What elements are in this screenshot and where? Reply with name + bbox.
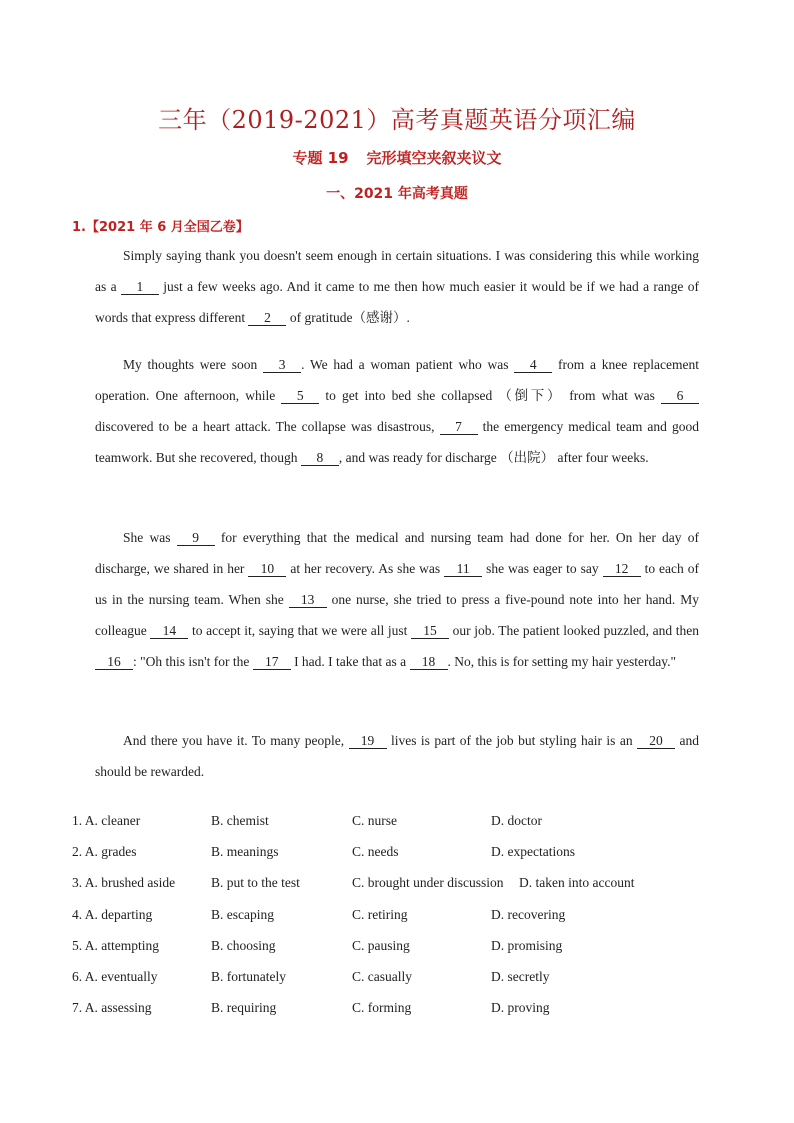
passage-paragraph-3: She was 9 for everything that the medical and nursing team had done for her. On her day of discharge, we shared in her 10 at her recovery. As she was 11 she was eager to say 12 to each of us in the nursing team. When she 13 one nurse, she tried to press a five-pound note into her hand. My colleague 14 to accept it, saying that we were all just 15 our job. The patient looked puzzled, and then 16 : "Oh this isn't for the 17 I had. I take that as a 18 . No, this is for setting my hair yesterday." bbox=[95, 530, 700, 669]
blank-14: 14 bbox=[150, 623, 188, 639]
option-b: B. meanings bbox=[211, 844, 279, 860]
option-d: D. taken into account bbox=[519, 875, 635, 891]
blank-8: 8 bbox=[301, 450, 339, 466]
option-a: 4. A. departing bbox=[72, 906, 153, 922]
option-b: B. choosing bbox=[211, 937, 276, 953]
option-c: C. casually bbox=[352, 968, 412, 984]
option-a: 7. A. assessing bbox=[72, 1000, 152, 1016]
topic-heading bbox=[0, 147, 794, 168]
option-row bbox=[72, 930, 712, 961]
blank-6: 6 bbox=[661, 388, 699, 404]
option-row bbox=[72, 867, 712, 898]
option-row bbox=[72, 961, 712, 992]
option-c: C. forming bbox=[352, 1000, 412, 1016]
option-a: 2. A. grades bbox=[72, 844, 137, 860]
option-d: D. secretly bbox=[491, 968, 550, 984]
option-b: B. escaping bbox=[211, 906, 274, 922]
option-d: D. expectations bbox=[491, 844, 575, 860]
passage-paragraph-1: Simply saying thank you doesn't seem enough in certain situations. I was considering this while working as a 1 just a few weeks ago. And it came to me then how much easier it would be if we had a range of words that express different 2 of gratitude（感谢）. bbox=[95, 248, 699, 325]
option-d: D. proving bbox=[491, 1000, 550, 1016]
blank-3: 3 bbox=[263, 357, 301, 373]
blank-4: 4 bbox=[514, 357, 552, 373]
section-heading: 一、2021 年高考真题 bbox=[326, 186, 468, 202]
option-a: 1. A. cleaner bbox=[72, 813, 141, 828]
passage-paragraph-4: And there you have it. To many people, 19 lives is part of the job but styling hair is an 20 and should be rewarded. bbox=[95, 733, 699, 779]
blank-10: 10 bbox=[248, 561, 286, 577]
answer-options bbox=[72, 805, 712, 1023]
option-d: D. doctor bbox=[491, 813, 542, 828]
topic-name: 完形填空夹叙夹议文 bbox=[366, 149, 502, 167]
passage-paragraph-2: My thoughts were soon 3 . We had a woman patient who was 4 from a knee replacement operation. One afternoon, while 5 to get into bed she collapsed （倒下） from what was 6 discovered to be a heart attack. The collapse was disastrous, 7 the emergency medical team and good teamwork. But she recovered, though 8 , and was ready for discharge （出院） after four weeks. bbox=[95, 357, 700, 465]
blank-5: 5 bbox=[281, 388, 319, 404]
option-row bbox=[72, 836, 712, 867]
option-a: 6. A. eventually bbox=[72, 968, 158, 984]
option-b: B. requiring bbox=[211, 1000, 277, 1016]
option-b: B. put to the test bbox=[211, 875, 300, 891]
blank-2: 2 bbox=[248, 310, 286, 326]
blank-9: 9 bbox=[177, 530, 215, 546]
option-c: C. pausing bbox=[352, 937, 410, 953]
option-a: 5. A. attempting bbox=[72, 937, 159, 953]
topic-number: 专题 19 bbox=[292, 149, 349, 167]
blank-13: 13 bbox=[289, 592, 327, 608]
blank-19: 19 bbox=[349, 733, 387, 749]
blank-20: 20 bbox=[637, 733, 675, 749]
blank-18: 18 bbox=[410, 654, 448, 670]
option-a: 3. A. brushed aside bbox=[72, 875, 176, 891]
blank-7: 7 bbox=[440, 419, 478, 435]
question-label: 1.【2021 年 6 月全国乙卷】 bbox=[72, 220, 249, 235]
option-c: C. needs bbox=[352, 844, 399, 860]
blank-17: 17 bbox=[253, 654, 291, 670]
option-d: D. recovering bbox=[491, 906, 566, 922]
option-row bbox=[72, 899, 712, 930]
option-c: C. brought under discussion bbox=[352, 875, 504, 891]
document-title: 三年（2019-2021）高考真题英语分项汇编 bbox=[158, 106, 636, 134]
blank-11: 11 bbox=[444, 561, 482, 577]
blank-16: 16 bbox=[95, 654, 133, 670]
blank-1: 1 bbox=[121, 279, 159, 295]
option-row bbox=[72, 805, 712, 836]
option-row bbox=[72, 992, 712, 1023]
blank-15: 15 bbox=[411, 623, 449, 639]
blank-12: 12 bbox=[603, 561, 641, 577]
option-b: B. chemist bbox=[211, 813, 269, 828]
option-d: D. promising bbox=[491, 937, 563, 953]
option-b: B. fortunately bbox=[211, 968, 286, 984]
option-c: C. retiring bbox=[352, 906, 408, 922]
option-c: C. nurse bbox=[352, 813, 397, 828]
